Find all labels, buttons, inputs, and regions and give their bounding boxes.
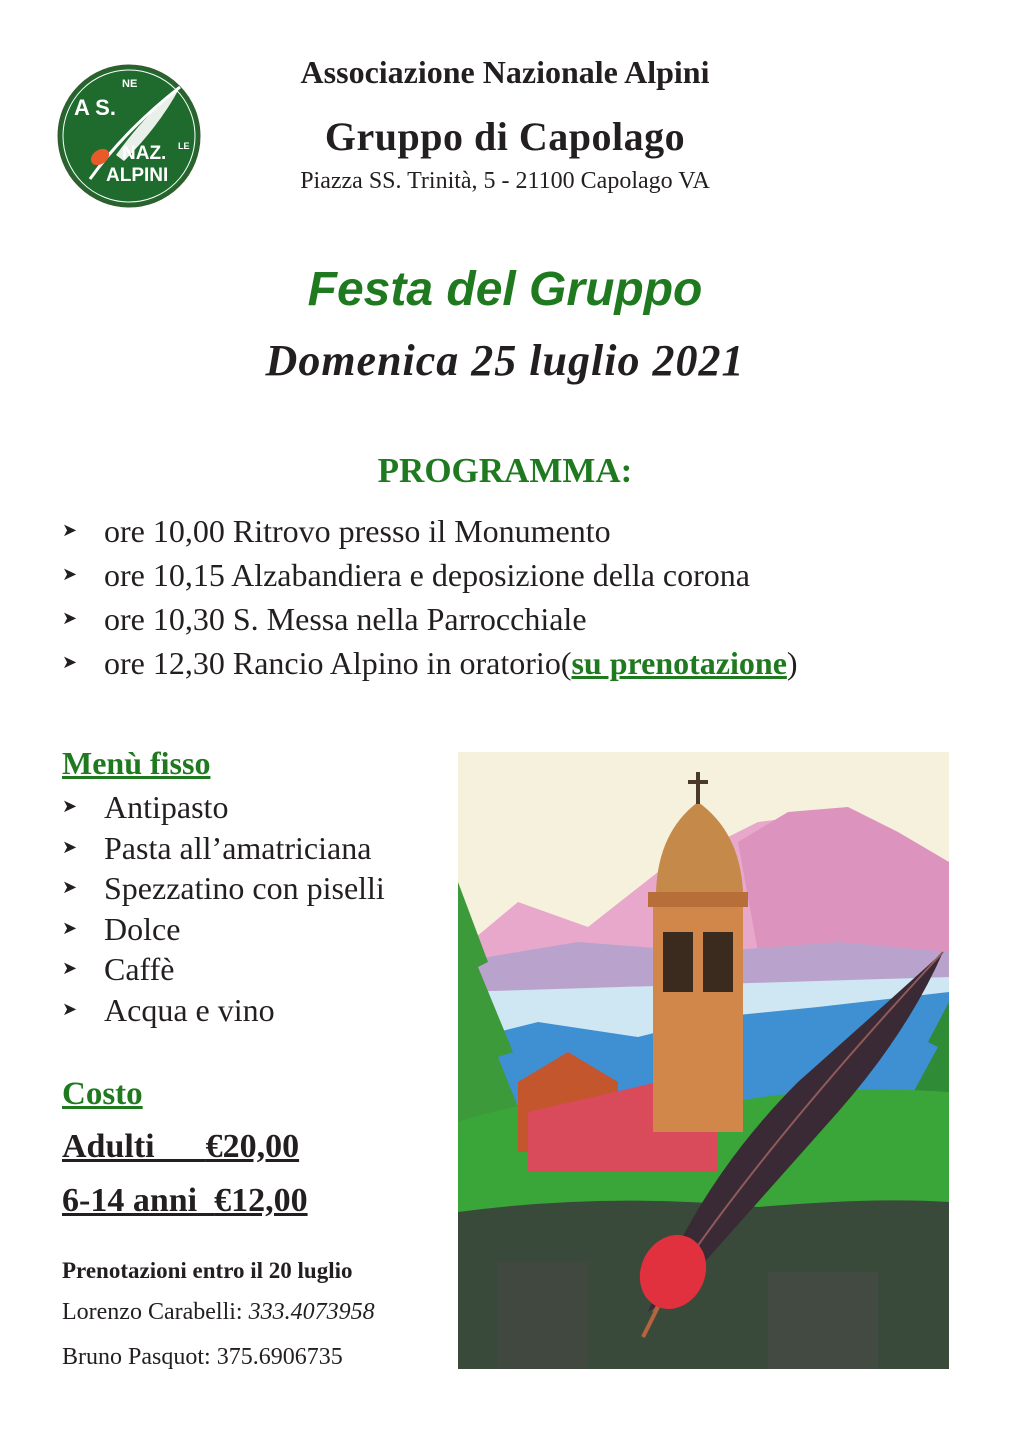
price-children-value: €12,00 xyxy=(214,1182,308,1219)
program-item-text-end: ) xyxy=(786,645,798,681)
price-children-label: 6-14 anni xyxy=(62,1182,215,1219)
booking-required-note: su prenotazione xyxy=(571,645,787,681)
program-item-text: ore 10,15 Alzabandiera e deposizione della corona xyxy=(104,557,750,593)
menu-item-text: Antipasto xyxy=(104,789,229,825)
contact-name: Bruno Pasquot: xyxy=(62,1344,217,1370)
program-item-text: ore 10,30 S. Messa nella Parrocchiale xyxy=(104,601,587,637)
menu-item-text: Pasta all’amatriciana xyxy=(104,829,372,866)
chevron-right-icon: ➤ xyxy=(62,520,78,541)
price-adults xyxy=(62,1128,299,1166)
contact-phone: 375.6906735 xyxy=(216,1344,343,1370)
program-item-text: ore 10,00 Ritrovo presso il Monumento xyxy=(104,513,611,549)
chevron-right-icon: ➤ xyxy=(62,652,78,673)
chevron-right-icon: ➤ xyxy=(62,877,78,898)
svg-text:ALPINI: ALPINI xyxy=(106,165,169,186)
menu-heading: Menù fisso xyxy=(62,745,211,781)
menu-item-text: Caffè xyxy=(104,951,175,987)
association-name: Associazione Nazionale Alpini xyxy=(300,54,710,90)
chevron-right-icon: ➤ xyxy=(62,998,78,1020)
chevron-right-icon: ➤ xyxy=(62,917,78,939)
price-adults-value: €20,00 xyxy=(205,1128,300,1165)
group-name: Gruppo di Capolago xyxy=(324,114,686,159)
chevron-right-icon: ➤ xyxy=(62,836,78,858)
menu-item xyxy=(62,869,385,910)
contact-line xyxy=(62,1344,343,1371)
menu-item-text: Dolce xyxy=(104,910,181,947)
chevron-right-icon: ➤ xyxy=(62,796,78,817)
program-list xyxy=(62,511,798,687)
svg-text:LE: LE xyxy=(178,141,190,151)
booking-deadline: Prenotazioni entro il 20 luglio xyxy=(62,1258,353,1283)
menu-item-text: Acqua e vino xyxy=(104,991,275,1028)
chevron-right-icon: ➤ xyxy=(62,608,78,629)
program-heading: PROGRAMMA: xyxy=(377,451,633,490)
group-address: Piazza SS. Trinità, 5 - 21100 Capolago VA xyxy=(300,168,710,194)
chevron-right-icon: ➤ xyxy=(62,958,78,979)
program-item xyxy=(62,555,798,599)
svg-text:NAZ.: NAZ. xyxy=(122,143,167,164)
ana-logo-icon xyxy=(56,63,202,209)
cost-heading: Costo xyxy=(62,1076,143,1112)
menu-item xyxy=(62,910,385,951)
event-title: Festa del Gruppo xyxy=(307,263,703,316)
menu-list xyxy=(62,788,385,1031)
contact-phone: 333.4073958 xyxy=(248,1299,375,1325)
price-adults-label: Adulti xyxy=(62,1128,206,1165)
program-item-text: ore 12,30 Rancio Alpino in oratorio( xyxy=(104,645,572,681)
menu-item xyxy=(62,829,385,870)
menu-item-text: Spezzatino con piselli xyxy=(104,870,385,906)
contact-name: Lorenzo Carabelli: xyxy=(62,1299,249,1325)
church-feather-painting xyxy=(458,752,949,1369)
price-children xyxy=(62,1182,308,1220)
contact-line xyxy=(62,1299,375,1326)
program-item xyxy=(62,643,798,687)
program-item xyxy=(62,511,798,555)
program-item xyxy=(62,599,798,643)
svg-text:A S.: A S. xyxy=(74,95,116,120)
chevron-right-icon: ➤ xyxy=(62,564,78,585)
event-date: Domenica 25 luglio 2021 xyxy=(265,336,745,385)
menu-item xyxy=(62,788,385,829)
menu-item xyxy=(62,950,385,991)
menu-item xyxy=(62,991,385,1032)
svg-text:NE: NE xyxy=(122,78,138,90)
